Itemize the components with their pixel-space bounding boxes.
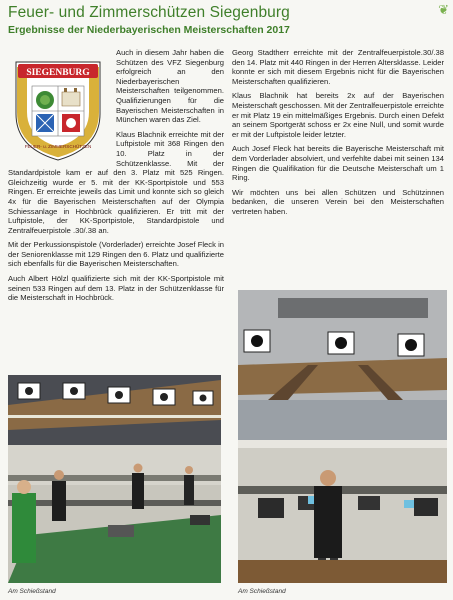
right-paragraph-1: Georg Stadtherr erreichte mit der Zentralfeuerpistole.30/.38 den 14. Platz mit 440 Ringen in der Herren Altersklasse. Leider konnte er sich mit diesem Ergebnis nicht für die Bayerischen Meisterschaften qualifizieren.: [232, 48, 444, 86]
left-paragraph-4: Auch Albert Hölzl qualifizierte sich mit der KK-Sportpistole mit seinen 533 Ringen auf dem 13. Platz in der Schützenklasse für die Meisterschaft in Hochbrück.: [8, 274, 224, 303]
article-title: Feuer- und Zimmerschützen Siegenburg: [8, 4, 290, 21]
logo-ring-text: FEUER- u. ZIMMERSCHÜTZEN: [24, 144, 92, 149]
shooting-range-photo-left: [8, 375, 221, 583]
left-paragraph-2: Klaus Blachnik erreichte mit der Luftpistole mit 368 Ringen den 10. Platz in der Schützenklasse. Mit der Standardpistole kam er auf den 3. Platz mit 525 Ringen. Gleichzeitig wurde er 5. mit der KK-Sportpistole und 553 Ringen. Er erreichte jeweils das Limit und konnte sich so gleich 4x für die Bayerischen Meisterschaften auf der Olympia Schiessanlage in Hochbrück qualifizieren. Er tritt mit der Luftpistole, der KK-Sportpistole, Standardpistole und Zentralfeuerpistole .30/.38 an.: [8, 129, 224, 235]
left-paragraph-1: Auch in diesem Jahr haben die Schützen des VFZ Siegenburg erfolgreich an den Niederbayerischen Meisterschaften teilgenommen. Qualifizierungen für die Bayerischen Meisterschaften in München waren das Ziel.: [116, 48, 224, 125]
left-paragraph-3: Mit der Perkussionspistole (Vorderlader) erreichte Josef Fleck in der Seniorenklasse mit 129 Ringen den 6. Platz und qualifizierte sich ebenfalls für die Bayerischen Meisterschaften.: [8, 240, 224, 269]
club-logo: [8, 48, 108, 164]
shooting-range-photo-right: [238, 290, 447, 583]
leaf-icon: ❦: [438, 2, 449, 17]
right-paragraph-2: Klaus Blachnik hat bereits 2x auf der Bayerischen Meisterschaft geschossen. Mit der Zentralfeuerpistole erreichte er mit Platz 19 ein mittelmäßiges Ergebnis. Durch einen Defekt an seinem Sportgerät schoss er 2x eine Null, und somit wurde er mit der Luftpistole leider letzter.: [232, 91, 444, 139]
photo-caption-left: Am Schießstand: [8, 588, 56, 595]
logo-top-text: SIEGENBURG: [26, 68, 90, 78]
right-paragraph-3: Auch Josef Fleck hat bereits die Bayerische Meisterschaft mit dem Vorderlader absolviert, und verfehlte dabei mit seinen 134 Ringen die Qualifikation für die Deutsche Meisterschaft um 1 Ring.: [232, 144, 444, 183]
photo-caption-right: Am Schießstand: [238, 588, 286, 595]
right-text-column: [232, 48, 444, 222]
right-paragraph-4: Wir möchten uns bei allen Schützen und Schützinnen bedanken, die unseren Verein bei den Meisterschaften vertreten haben.: [232, 187, 444, 216]
article-subtitle: Ergebnisse der Niederbayerischen Meisterschaften 2017: [8, 24, 290, 36]
left-text-column: [8, 48, 224, 308]
